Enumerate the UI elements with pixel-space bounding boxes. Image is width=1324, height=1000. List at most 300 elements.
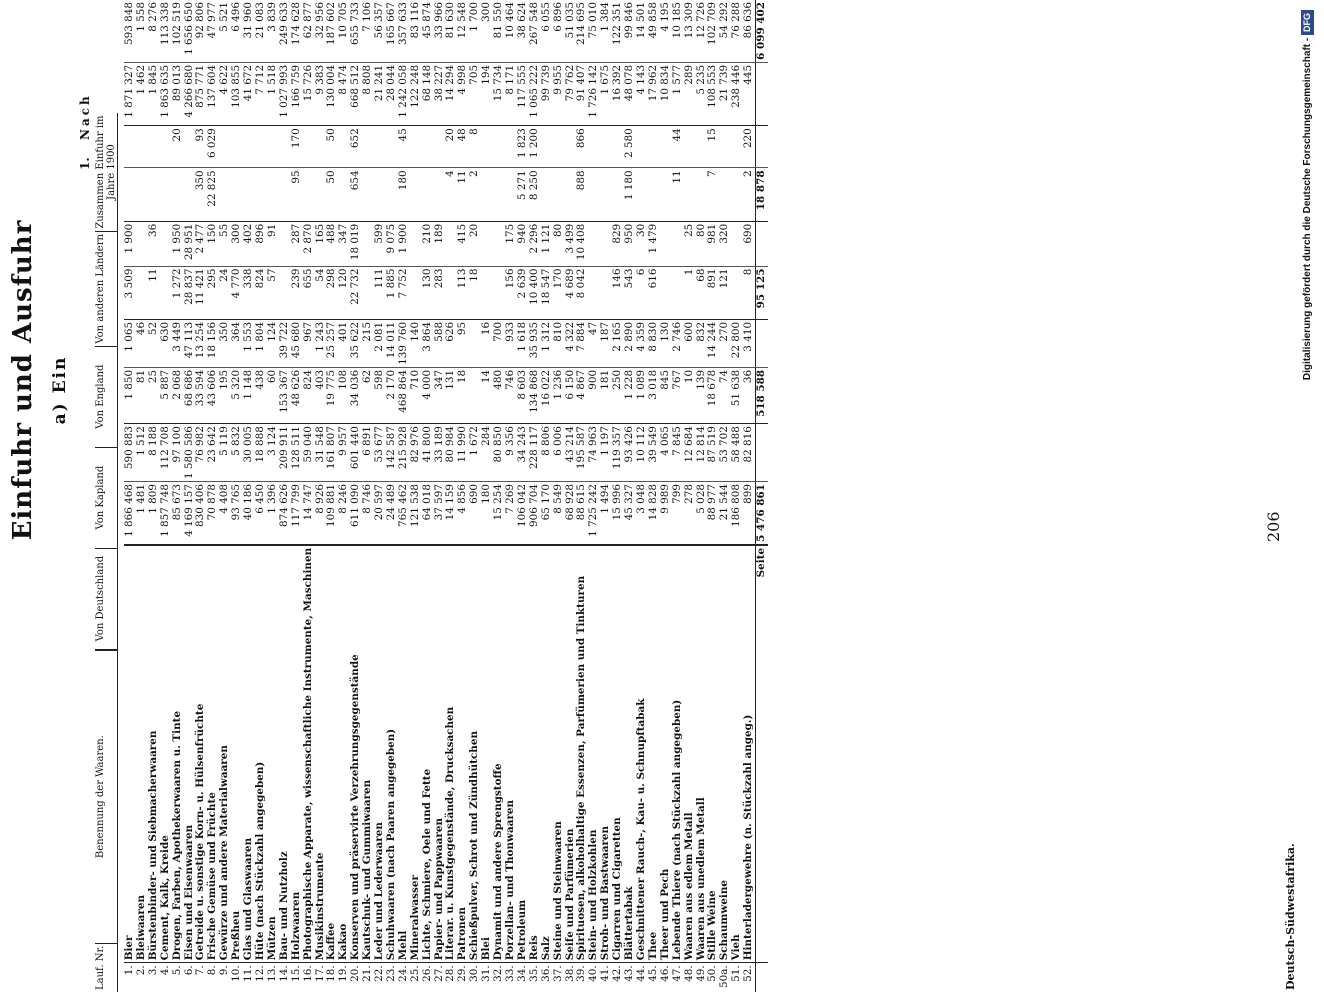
cell-name [743,545,755,963]
cell-gv: 8 806 [541,424,553,482]
cell-c: 403 [315,367,327,423]
cell-e: 10 400 [529,266,541,319]
cell-o: 7 [707,168,719,221]
item-name: Schießpulver, Schrot und Zündhütchen [468,730,481,961]
cell-e: 3 509 [124,266,136,319]
cell-gv: 33 189 [434,424,446,482]
cell-c: 4 867 [576,367,588,423]
cell-o: 350 [195,168,207,221]
cell-cv: 967 [303,319,315,367]
cell-no: 15. [291,963,303,992]
cell-o: 22 825 [207,168,219,221]
cell-ov [267,126,279,168]
cell-cv: 1 065 [124,319,136,367]
cell-t: 4 998 [457,62,469,125]
cell-tv: 122 351 [611,2,624,45]
item-name: Stroh- und Bastwaaren [599,825,612,961]
cell-no: 14. [279,963,291,992]
cell-c: 900 [588,367,600,423]
cell-tv: 10 185 [670,2,683,39]
cell-gv: 1 512 [136,424,148,482]
cell-gv: 82 976 [410,424,422,482]
cell-tv: 10 464 [504,2,516,39]
cell-gv: 142 587 [386,424,398,482]
cell-no: 29. [457,963,469,992]
cell-gv: 5 119 [219,424,231,482]
cell-e: 57 [267,266,279,319]
cell-c: 468 864 [398,367,410,423]
cell-tv: 113 338 [158,2,171,45]
cell-c: 36 [743,367,755,423]
cell-ev: 1 950 [172,221,184,266]
cell-name [529,545,541,963]
cell-no: 6. [184,963,196,992]
cell-o [362,168,374,221]
cell-o: 654 [350,168,362,221]
cell-gv: 34 243 [517,424,529,482]
cell-o [410,168,422,221]
cell-tv: 102 709 [706,2,719,45]
cell-ev: 1 479 [648,221,660,266]
cell-tv: 49 858 [646,2,659,39]
cell-ov [136,126,148,168]
cell-no: 1. [124,963,136,992]
running-header: Deutsch-Südwestafrika. [1284,843,1297,990]
cell-gv: 80 984 [445,424,457,482]
cell-t: 1 871 327 [124,62,136,125]
cell-gv: 11 990 [457,424,469,482]
cell-tv: 165 667 [384,2,397,45]
cell-o [588,168,600,221]
cell-ev: 950 [624,221,636,266]
cell-cv: 16 [481,319,493,367]
cell-c: 250 [612,367,624,423]
cell-ev: 415 [457,221,469,266]
cell-g: 68 928 [565,482,577,545]
cell-g: 1 866 468 [124,482,136,545]
cell-cv: 4 322 [565,319,577,367]
cell-c: 34 036 [350,367,362,423]
cell-name [719,545,731,963]
cell-g: 8 549 [553,482,565,545]
item-name: Waaren aus edlem Metall [682,812,695,961]
cell-no: 21. [362,963,374,992]
cell-no: 26. [422,963,434,992]
cell-no: 35. [529,963,541,992]
cell-o: 180 [398,168,410,221]
cell-gv: 41 800 [422,424,434,482]
cell-o [553,168,565,221]
cell-ov [588,126,600,168]
cell-o [422,168,434,221]
cell-t: 9 383 [315,62,327,125]
cell-c: 1 236 [553,367,565,423]
cell-tv: 31 960 [242,2,255,39]
cell-c: 48 626 [291,367,303,423]
cell-t: 10 834 [660,62,672,125]
cell-g: 106 042 [517,482,529,545]
cell-c: 845 [660,367,672,423]
cell-gv: 1 580 586 [184,424,196,482]
item-name: Kaffee [325,922,338,961]
cell-ov [374,126,386,168]
cell-t: 7 712 [255,62,267,125]
cell-e [279,266,291,319]
cell-gv: 12 684 [684,424,696,482]
cell-c: 153 367 [279,367,291,423]
cell-no: 48. [684,963,696,992]
item-name: Leder und Lederwaaren [373,822,386,961]
cell-ov: 45 [398,126,410,168]
page-subtitle: a) Ein [50,355,70,425]
col-header-no: Lauf. Nr. [95,943,118,992]
cell-cv: 810 [553,319,565,367]
cell-e: 146 [612,266,624,319]
cell-cv: 1 553 [243,319,255,367]
item-name: Schaumweine [718,879,731,961]
cell-t: 14 294 [445,62,457,125]
cell-o [279,168,291,221]
cell-e: 1 [684,266,696,319]
cell-cv: 14 244 [707,319,719,367]
cell-g: 117 799 [291,482,303,545]
cell-t: 108 553 [707,62,719,125]
item-name: Papier- und Pappwaaren [432,817,445,961]
cell-g: 8 746 [362,482,374,545]
cell-tv: 76 288 [730,2,743,39]
cell-ov: 15 [707,126,719,168]
cell-ov [660,126,672,168]
cell-no: 24. [398,963,410,992]
item-name: Glas und Glaswaaren [242,837,255,961]
cell-c: 4 000 [422,367,434,423]
cell-e: 170 [553,266,565,319]
cell-o [231,168,243,221]
cell-cv: 630 [160,319,172,367]
cell-t: 117 555 [517,62,529,125]
cell-t: 103 855 [231,62,243,125]
cell-cv: 45 680 [291,319,303,367]
cell-t: 1 027 993 [279,62,291,125]
cell-c: 62 [362,367,374,423]
cell-ov [231,126,243,168]
item-name: Waaren aus unedlem Metall [694,797,707,961]
cell-e: 130 [422,266,434,319]
sum-total: 6 099 402 [756,0,768,62]
item-name: Petroleum [515,899,528,961]
cell-gv: 209 911 [279,424,291,482]
cell-e: 18 547 [541,266,553,319]
cell-e [660,266,672,319]
item-name: Seife und Parfümerien [563,828,576,961]
cell-t: 48 078 [624,62,636,125]
col-header-germany: Von Deutschland [95,548,118,650]
cell-gv: 215 928 [398,424,410,482]
cell-cv: 18 156 [207,319,219,367]
cell-no: 10. [231,963,243,992]
table-row [529,0,541,992]
cell-ov [148,126,160,168]
cell-gv: 7 845 [672,424,684,482]
cell-gv: 39 549 [648,424,660,482]
cell-g: 1 857 748 [160,482,172,545]
cell-c: 81 [136,367,148,423]
cell-gv: 6 891 [362,424,374,482]
cell-t: 21 739 [719,62,731,125]
cell-e: 113 [457,266,469,319]
cell-ev: 80 [696,221,708,266]
cell-tv: 62 877 [301,2,314,39]
cell-g: 690 [469,482,481,545]
cell-t: 1 675 [600,62,612,125]
cell-no: 43. [624,963,636,992]
data-table [124,0,768,992]
cell-ev: 25 [684,221,696,266]
cell-ev: 300 [231,221,243,266]
cell-t: 89 013 [172,62,184,125]
cell-tv: 655 733 [349,2,362,45]
cell-gv: 10 112 [636,424,648,482]
item-name: Konserven und präservirte Verzehrungsgegenstände [349,654,362,961]
cell-e: 295 [207,266,219,319]
item-name: Kautschuk- und Gummiwaaren [361,779,374,961]
cell-ov [422,126,434,168]
cell-c: 1 228 [624,367,636,423]
table-row [648,0,660,992]
item-name: Thee [646,931,659,961]
cell-ev: 55 [219,221,231,266]
cell-cv: 47 113 [184,319,196,367]
cell-ov: 866 [576,126,588,168]
cell-ov [553,126,565,168]
cell-e: 616 [648,266,660,319]
cell-gv: 3 124 [267,424,279,482]
item-name: Cigarren und Cigaretten [611,817,624,961]
cell-cv: 187 [600,319,612,367]
cell-e: 4 770 [231,266,243,319]
cell-o: 11 [672,168,684,221]
cell-ev: 36 [148,221,160,266]
cell-c: 598 [374,367,386,423]
cell-c: 68 686 [184,367,196,423]
cell-tv: 51 035 [563,2,576,39]
cell-tv: 5 521 [218,2,231,32]
cell-cv: 35 622 [350,319,362,367]
cell-ov: 20 [445,126,457,168]
cell-c: 5 320 [231,367,243,423]
cell-o: 8 250 [529,168,541,221]
cell-tv: 1 384 [599,2,612,32]
cell-g: 37 597 [434,482,446,545]
cell-e: 283 [434,266,446,319]
cell-no: 4. [160,963,172,992]
cell-no: 20. [350,963,362,992]
cell-name [315,545,327,963]
cell-ov: 652 [350,126,362,168]
cell-e: 8 [743,266,755,319]
sum-label: Seite [756,545,768,963]
cell-ev [410,221,422,266]
col-header-cape: Von Kapland [95,447,118,548]
item-name: Lichte, Schmiere, Oele und Fette [420,768,433,961]
sum-germany: 5 476 861 [756,482,768,545]
cell-g: 899 [743,482,755,545]
cell-t: 194 [481,62,493,125]
cell-c: 5 887 [160,367,172,423]
item-name: Kakao [337,923,350,961]
cell-ev: 690 [743,221,755,266]
cell-e: 891 [707,266,719,319]
cell-ev: 981 [707,221,719,266]
cell-no: 7. [195,963,207,992]
item-name: Bleiwaaren [134,894,147,961]
cell-t: 137 604 [207,62,219,125]
cell-gv: 31 548 [315,424,327,482]
cell-ov: 93 [195,126,207,168]
cell-o: 2 [469,168,481,221]
cell-cv: 95 [457,319,469,367]
item-name: Bau- und Nutzholz [277,851,290,961]
cell-t: 21 241 [374,62,386,125]
cell-tv: 75 010 [587,2,600,39]
cell-ov [541,126,553,168]
item-name: Stein- und Holzkohlen [587,829,600,961]
cell-g: 15 254 [493,482,505,545]
cell-ev [660,221,672,266]
item-name: Hinterladergewehre (n. Stückzahl angeg.) [742,714,755,961]
cell-no: 3. [148,963,160,992]
cell-tv: 10 705 [337,2,350,39]
cell-e: 18 [469,266,481,319]
cell-o [148,168,160,221]
cell-o [719,168,731,221]
cell-no: 13. [267,963,279,992]
cell-tv: 47 977 [206,2,219,39]
cell-gv: 601 440 [350,424,362,482]
cell-cv: 2 746 [672,319,684,367]
table-row [267,0,279,992]
cell-no: 17. [315,963,327,992]
cell-e: 156 [505,266,517,319]
page-number: 206 [1264,511,1283,542]
cell-no: 25. [410,963,422,992]
cell-name [386,545,398,963]
cell-cv: 350 [219,319,231,367]
cell-no: 12. [255,963,267,992]
item-name: Frische Gemüse und Früchte [206,792,219,961]
cell-g: 88 615 [576,482,588,545]
cell-ov [303,126,315,168]
item-name: Mehl [396,930,409,961]
cell-c: 2 170 [386,367,398,423]
item-name: Stille Weine [706,890,719,961]
cell-c: 19 775 [326,367,338,423]
cell-tv: 357 633 [396,2,409,45]
cell-ev: 28 951 [184,221,196,266]
item-name: Geschnittener Rauch-, Kau- u. Schnupftabak [634,698,647,961]
cell-o [684,168,696,221]
cell-gv: 590 883 [124,424,136,482]
cell-c: 767 [672,367,684,423]
cell-ev: 402 [243,221,255,266]
cell-ov [219,126,231,168]
cell-ov [648,126,660,168]
cell-o [481,168,493,221]
item-name: Blättertabak [623,886,636,961]
item-name: Literar. u. Kunstgegenstände, Drucksachen [444,706,457,961]
cell-tv: 267 548 [527,2,540,45]
cell-tv: 81 630 [444,2,457,39]
cell-tv: 6 496 [230,2,243,32]
cell-ev: 320 [719,221,731,266]
dfg-logo: DFG [1301,10,1314,35]
cell-no: 19. [338,963,350,992]
cell-g: 611 090 [350,482,362,545]
cell-ev: 3 499 [565,221,577,266]
cell-tv: 13 309 [682,2,695,39]
cell-name [255,545,267,963]
item-name: Gewürze und andere Materialwaaren [218,745,231,961]
cell-ev: 2 296 [529,221,541,266]
cell-g: 88 977 [707,482,719,545]
cell-t: 1 863 635 [160,62,172,125]
cell-tv: 4 195 [658,2,671,32]
cell-tv: 83 116 [408,2,421,39]
cell-e: 120 [338,266,350,319]
cell-g: 874 626 [279,482,291,545]
sum-row [756,0,768,992]
cell-t: 41 672 [243,62,255,125]
cell-c: 195 [219,367,231,423]
cell-g: 14 828 [648,482,660,545]
stamp-text: Digitalisierung gefördert durch die Deutsche Forschungsgemeinschaft - [1302,37,1313,381]
cell-tv: 86 636 [742,2,755,39]
cell-name [326,545,338,963]
cell-g: 186 808 [731,482,743,545]
cell-ev [481,221,493,266]
cell-tv: 33 966 [432,2,445,39]
cell-t: 17 962 [648,62,660,125]
cell-o [600,168,612,221]
cell-ov: 220 [743,126,755,168]
cell-no: 27. [434,963,446,992]
cell-cv: 39 722 [279,319,291,367]
cell-ov: 1 823 [517,126,529,168]
cell-ev: 175 [505,221,517,266]
item-name: Cement, Kalk, Kreide [158,835,171,961]
cell-ov [481,126,493,168]
cell-g: 20 597 [374,482,386,545]
cell-ov [636,126,648,168]
cell-no: 47. [672,963,684,992]
item-name: Vieh [730,934,743,961]
cell-cv: 2 165 [612,319,624,367]
cell-t: 1 577 [672,62,684,125]
cell-t: 445 [743,62,755,125]
cell-no: 42. [612,963,624,992]
cell-cv: 700 [493,319,505,367]
cell-gv: 58 488 [731,424,743,482]
cell-cv: 1 804 [255,319,267,367]
cell-e [160,266,172,319]
cell-ev [672,221,684,266]
cell-g: 7 269 [505,482,517,545]
cell-gv: 5 832 [231,424,243,482]
cell-e: 543 [624,266,636,319]
cell-g: 765 462 [398,482,410,545]
cell-t: 1 242 058 [398,62,410,125]
cell-ov: 20 [172,126,184,168]
